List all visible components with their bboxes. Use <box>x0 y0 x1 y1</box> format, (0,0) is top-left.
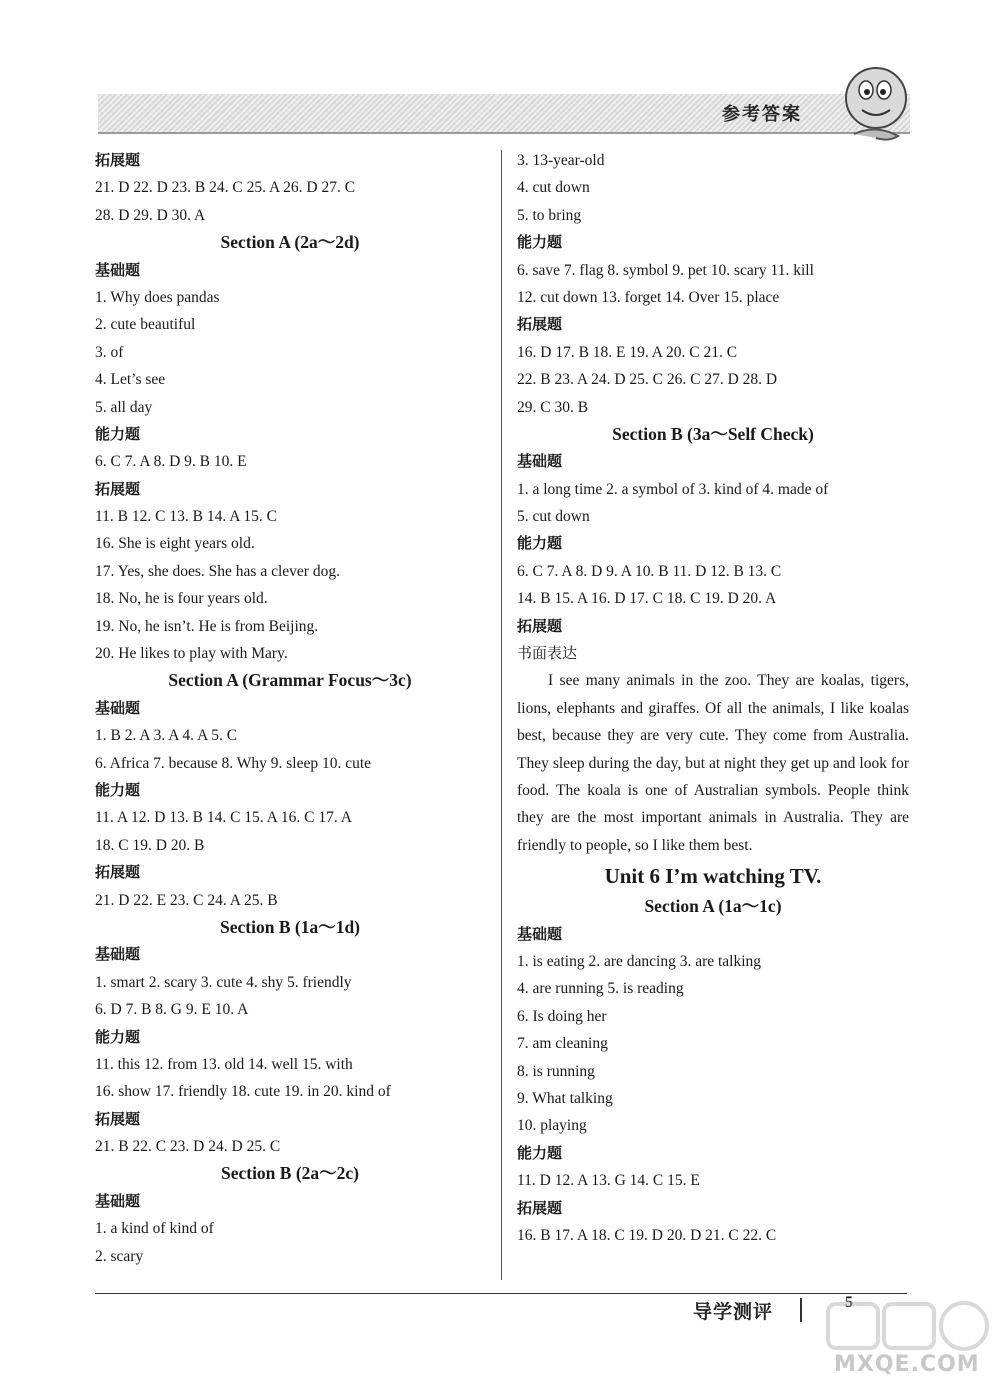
subheading: 书面表达 <box>517 644 578 663</box>
section-heading: Section B (3a～Self Check) <box>612 423 814 444</box>
section-heading: Section A (1a～1c) <box>644 896 782 917</box>
answer-line: 4. are running 5. is reading <box>517 980 684 998</box>
answer-line: 5. cut down <box>517 508 590 526</box>
section-heading: Section A (Grammar Focus～3c) <box>168 670 412 691</box>
category-label: 基础题 <box>95 945 141 964</box>
section-heading: Section B (2a～2c) <box>220 1163 360 1184</box>
category-label: 拓展题 <box>517 1198 563 1217</box>
answer-line: 22. B 23. A 24. D 25. C 26. C 27. D 28. D <box>517 371 778 389</box>
answer-line: 20. He likes to play with Mary. <box>95 645 288 663</box>
answer-line: 18. No, he is four years old. <box>95 590 268 608</box>
category-label: 能力题 <box>95 424 141 443</box>
answer-line: 1. is eating 2. are dancing 3. are talking <box>517 953 762 971</box>
category-label: 能力题 <box>95 1027 141 1046</box>
answer-line: 7. am cleaning <box>517 1035 608 1053</box>
category-label: 拓展题 <box>95 151 141 169</box>
section-heading: Section A (2a～2d) <box>220 232 360 253</box>
answer-line: 3. of <box>95 343 124 361</box>
mascot-icon <box>836 58 916 144</box>
category-label: 能力题 <box>517 534 563 553</box>
footer-separator <box>800 1298 802 1322</box>
watermark-logo <box>822 1300 992 1392</box>
category-label: 能力题 <box>517 1143 563 1162</box>
answer-line: 11. A 12. D 13. B 14. C 15. A 16. C 17. A <box>95 809 352 827</box>
answer-line: 16. D 17. B 18. E 19. A 20. C 21. C <box>517 343 738 361</box>
answer-line: 10. playing <box>517 1117 587 1135</box>
page-number: 5 <box>845 1294 853 1311</box>
answer-line: 12. cut down 13. forget 14. Over 15. place <box>517 288 780 306</box>
answer-line: 6. C 7. A 8. D 9. B 10. E <box>95 453 247 471</box>
answer-line: 16. She is eight years old. <box>95 535 255 553</box>
column-divider <box>501 150 502 1280</box>
answer-line: 6. save 7. flag 8. symbol 9. pet 10. scary 11. kill <box>517 261 814 279</box>
answer-line: 8. is running <box>517 1062 595 1080</box>
answer-line: 6. Is doing her <box>517 1007 607 1025</box>
answer-line: 1. a kind of kind of <box>95 1220 214 1238</box>
answer-line: 5. all day <box>95 398 153 416</box>
category-label: 基础题 <box>95 1191 141 1210</box>
category-label: 基础题 <box>517 924 563 943</box>
answer-line: 9. What talking <box>517 1090 613 1107</box>
answer-line: 21. D 22. E 23. C 24. A 25. B <box>95 891 278 909</box>
answer-line: 2. cute beautiful <box>95 316 196 334</box>
category-label: 能力题 <box>517 233 563 252</box>
header-title: 参考答案 <box>722 104 802 125</box>
category-label: 拓展题 <box>95 863 141 882</box>
category-label: 拓展题 <box>95 479 141 498</box>
category-label: 能力题 <box>95 780 141 799</box>
answer-line: 14. B 15. A 16. D 17. C 18. C 19. D 20. A <box>517 590 777 608</box>
answer-line: 2. scary <box>95 1247 144 1265</box>
section-heading: Section B (1a～1d) <box>220 916 360 937</box>
answer-line: 6. D 7. B 8. G 9. E 10. A <box>95 1001 249 1019</box>
answer-line: 11. this 12. from 13. old 14. well 15. with <box>95 1055 353 1073</box>
watermark-text: MXQE.COM <box>834 1352 980 1377</box>
category-label: 拓展题 <box>517 315 563 334</box>
answer-line: 19. No, he isn’t. He is from Beijing. <box>95 617 319 635</box>
answer-line: 17. Yes, she does. She has a clever dog. <box>95 562 340 580</box>
answer-line: 1. a long time 2. a symbol of 3. kind of 4. made of <box>517 480 829 498</box>
answer-line: 6. C 7. A 8. D 9. A 10. B 11. D 12. B 13. C <box>517 562 782 580</box>
footer-brand: 导学测评 <box>693 1301 774 1323</box>
answer-line: 11. B 12. C 13. B 14. A 15. C <box>95 508 278 526</box>
answer-line: 4. cut down <box>517 179 590 197</box>
essay-paragraph: I see many animals in the zoo. They are koalas, tigers, lions, elephants and giraffes. Of all the animals, I like koalas best, because they are very cute. They come from Australia. They sleep during the day, but at night they get up and look for food. The koala is one of Australian symbols. People think they are the most important animals in Australia. They are friendly to people, so I like them best. <box>517 672 909 854</box>
answer-line: 5. to bring <box>517 206 582 224</box>
category-label: 拓展题 <box>517 616 563 635</box>
answer-line: 1. Why does pandas <box>95 288 220 306</box>
unit-heading: Unit 6 I’m watching TV. <box>604 864 822 889</box>
answer-line: 6. Africa 7. because 8. Why 9. sleep 10. cute <box>95 754 372 772</box>
answer-line: 11. D 12. A 13. G 14. C 15. E <box>517 1172 700 1190</box>
left-column <box>95 147 485 1270</box>
answer-line: 29. C 30. B <box>517 398 589 416</box>
category-label: 基础题 <box>95 698 141 717</box>
answer-line: 16. B 17. A 18. C 19. D 20. D 21. C 22. C <box>517 1226 777 1244</box>
category-label: 拓展题 <box>95 1109 141 1128</box>
category-label: 基础题 <box>95 260 141 279</box>
answer-line: 18. C 19. D 20. B <box>95 836 205 854</box>
answer-line: 3. 13-year-old <box>517 152 605 169</box>
answer-line: 1. B 2. A 3. A 4. A 5. C <box>95 727 238 745</box>
right-column <box>517 147 909 1249</box>
answer-line: 4. Let’s see <box>95 371 166 389</box>
answer-line: 16. show 17. friendly 18. cute 19. in 20. kind of <box>95 1083 391 1101</box>
answer-line: 28. D 29. D 30. A <box>95 206 206 224</box>
answer-line: 1. smart 2. scary 3. cute 4. shy 5. friendly <box>95 973 352 991</box>
answer-line: 21. D 22. D 23. B 24. C 25. A 26. D 27. C <box>95 179 356 197</box>
footer-rule <box>95 1293 907 1294</box>
answer-line: 21. B 22. C 23. D 24. D 25. C <box>95 1138 281 1156</box>
category-label: 基础题 <box>517 452 563 471</box>
